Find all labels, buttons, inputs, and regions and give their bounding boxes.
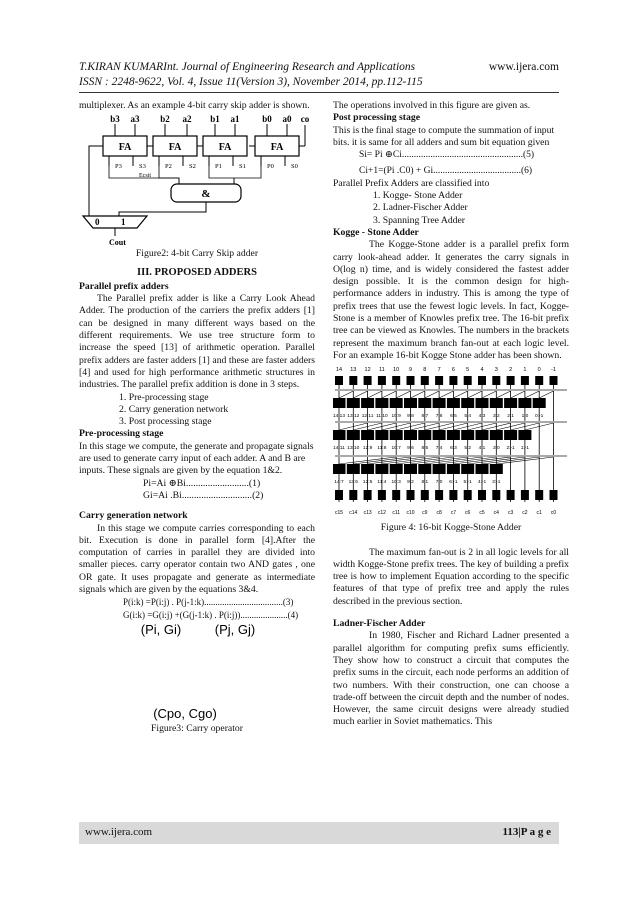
fig4-node-label: 4:-1 [477,480,487,486]
fig2-input-label: a0 [282,114,292,125]
fig2-input-label: b2 [160,114,170,125]
fig4-sum-cell [464,490,472,500]
fig4-node-label: 13:10 [347,446,360,452]
fig4-node-label: 7:0 [435,480,443,486]
fig4-node-label: 12:11 [361,414,374,420]
figure3-caption: Figure3: Carry operator [150,722,243,734]
fig2-input-label: b0 [262,114,272,125]
fig4-node-label: 5:2 [464,446,472,452]
fig4-bottom-label: c0 [550,510,557,517]
fig4-pg-cell [407,376,415,385]
fig4-prefix-node [518,430,531,440]
fig4-sum-cell [407,490,415,500]
fig4-prefix-node [361,430,374,440]
fig4-bottom-label: c1 [536,510,542,517]
fig4-top-label: 6 [451,367,455,374]
steps-list [79,392,315,429]
fig2-output-label: S3 [139,163,146,171]
fig4-sum-cell [449,490,457,500]
right-intro: The operations involved in this figure are given as. [333,100,531,111]
figure4-kogge-stone [333,362,569,522]
fig4-bottom-label: c14 [349,510,358,517]
post-heading: Post processing stage [333,112,421,124]
fig4-node-label: 1:-1 [520,446,530,452]
fig2-output-label: S1 [239,163,246,171]
fig4-prefix-node [390,430,403,440]
fig4-sum-cell [349,490,357,500]
fig4-node-label: 7:6 [435,414,443,420]
fig4-node-label: 2:-1 [506,446,515,452]
fig2-mux-1: 1 [121,217,126,228]
fig2-mux [83,216,147,228]
fig4-pg-cell [507,376,515,385]
fig4-prefix-node [476,398,489,408]
fig4-top-label: 13 [350,367,357,374]
fig4-sum-cell [535,490,543,500]
ks-heading: Kogge - Stone Adder [333,226,419,238]
fig4-prefix-node [404,430,417,440]
fig4-bottom-label: c15 [334,510,344,517]
fig4-sum-cell [492,490,500,500]
fig4-prefix-node [490,464,503,474]
fig4-node-label: 3:0 [492,446,500,452]
left-column [79,100,315,741]
fig4-node-label: 5:4 [464,414,472,420]
fig4-sum-cell [335,490,343,500]
fig2-input-label: b1 [210,114,220,125]
fig4-node-label: 11:10 [376,414,388,420]
fig4-top-label: 9 [408,367,413,374]
fig4-top-label: 5 [466,367,470,374]
fig4-node-label: 8:7 [421,414,429,420]
page-footer [79,822,559,844]
fig4-pg-cell [550,376,558,385]
fig4-prefix-node [390,398,403,408]
figure4-caption: Figure 4: 16-bit Kogge-Stone Adder [380,522,522,534]
fig2-input-label: a2 [182,114,192,125]
equation-3: P(i:k) =P(i:j) . P(j-1:k)...................................(3) [123,597,294,608]
fig2-input-label: co [300,114,310,125]
fig4-node-label: 2:1 [507,414,514,420]
pp-heading: Parallel prefix adders [79,280,169,292]
fig4-pg-cell [392,376,400,385]
fig4-top-label: -1 [551,367,556,374]
issn-line: ISSN : 2248-9622, Vol. 4, Issue 11(Version 3), November 2014, pp.112-115 [79,76,423,88]
fig4-level-divider [335,455,567,457]
fig4-prefix-node [433,430,446,440]
fig4-sum-cell [392,490,400,500]
fig3-label-pi-gi: (Pi, Gi) [140,621,182,637]
fig4-node-label: 10:3 [391,480,401,486]
fig2-fa-label: FA [270,142,284,154]
fig4-prefix-node [347,430,360,440]
fig4-prefix-node [333,464,346,474]
equation-2: Gi=Ai .Bi.............................(2) [143,489,264,501]
fig4-sum-cell [521,490,529,500]
fig2-ecsit-label: Ecsit [139,173,151,180]
equation-5: Si= Pi ⊕Ci...................................................(5) [359,150,535,161]
fig2-output-label: P1 [215,163,222,171]
header-rule [79,92,559,93]
fig4-node-label: 1:0 [521,414,529,420]
fig4-bottom-label: c9 [422,510,428,517]
fig4-node-label: 9:8 [407,414,414,420]
fig4-node-label: 7:4 [435,446,443,452]
fig2-mux-0: 0 [95,217,100,228]
fig4-node-label: 13:6 [348,480,358,486]
fig4-node-label: 5:-1 [463,480,472,486]
fig4-node-label: 9:2 [407,480,414,486]
fig4-prefix-node [433,464,446,474]
pre-text: In this stage we compute, the generate and propagate signals are used to generate carry input of each adder. A and B are inputs. These signals are given by the equation 1&2. [79,440,314,477]
fig4-prefix-node [461,464,474,474]
figure3-carry-operator [79,621,315,723]
fig4-bottom-label: c12 [377,510,386,517]
type-item: 3. Spanning Tree Adder [373,214,466,226]
fig4-prefix-node [461,398,474,408]
fig4-node-label: 6:3 [450,446,457,452]
fig4-prefix-node [361,464,374,474]
fig4-node-label: 10:9 [391,414,401,420]
types-list [333,190,569,227]
type-item: 1. Kogge- Stone Adder [373,190,463,202]
pre-heading: Pre-processing stage [79,428,164,440]
figure2-carry-skip-adder [79,112,315,246]
fig4-bottom-label: c5 [479,510,485,517]
fig4-node-label: 4:3 [478,414,486,420]
fig4-prefix-node [476,430,489,440]
fig4-sum-cell [507,490,515,500]
fig4-sum-cell [421,490,429,500]
equation-4: G(i:k) =G(i:j) +(G(j-1:k) . P(i:j)).....................(4) [123,609,299,620]
fig4-prefix-node [461,430,474,440]
section-title: III. PROPOSED ADDERS [137,266,257,278]
page-number: 113|P a g e [502,826,551,838]
fig4-sum-cell [435,490,443,500]
fig4-prefix-node [490,398,503,408]
fig2-cout-label: Cout [109,238,126,247]
fig4-prefix-node [404,398,417,408]
fig4-prefix-node [361,398,374,408]
fig4-pg-cell [349,376,357,385]
fig4-node-label: 11:4 [377,480,387,486]
equation-6: Ci+1=(Pi .C0) + Gi.....................................(6) [359,166,533,177]
step-item: 3. Post processing stage [119,416,212,428]
fig4-pg-cell [435,376,443,385]
fig4-pg-cell [378,376,386,385]
fig4-prefix-node [504,398,517,408]
fig4-prefix-node [375,464,388,474]
fig4-node-label: 12:5 [362,480,373,486]
fig4-sum-cell [364,490,372,500]
fig4-sum-cell [550,490,558,500]
equation-1: Pi=Ai ⊕Bi..........................(1) [143,477,261,489]
fig4-node-label: 6:-1 [449,480,458,486]
fig4-top-label: 8 [423,367,427,374]
fig4-prefix-node [390,464,403,474]
fig4-pg-cell [364,376,372,385]
fig4-prefix-node [375,398,388,408]
fig4-node-label: 10:7 [391,446,401,452]
fig4-prefix-node [347,464,360,474]
fig2-output-label: S2 [189,163,196,171]
fig3-label-pj-gj: (Pj, Gj) [214,621,256,637]
fig4-prefix-node [476,464,489,474]
fig4-node-label: 8:1 [421,480,429,486]
footer-url[interactable]: www.ijera.com [85,826,153,838]
fig4-top-label: 3 [494,367,498,374]
left-intro: multiplexer. As an example 4-bit carry skip adder is shown. [79,100,310,111]
ks-text: The Kogge-Stone adder is a parallel prefix form carry look-ahead adder. It generates the carry signals in O(log n) time, and is widely considered the fastest adder design possible. It is the common design for high-performance adders in industry. This is among the type of prefix trees that use the fewest logic levels. In fact, Kogge-Stone is a member of Knowles prefix tree. The 16-bit prefix tree can be viewed as Knowles. The numbers in the brackets represent the maximum branch fan-out at each logic level. For an example 16-bit Kogge Stone adder has been shown. [333,239,569,361]
fig2-output-label: P0 [267,163,274,171]
fig2-input-label: a1 [230,114,240,125]
step-item: 2. Carry generation network [119,403,229,415]
fig4-top-label: 2 [509,367,513,374]
fig4-node-label: 14:11 [333,446,345,452]
fig4-node-label: 11:8 [377,446,387,452]
fig4-bottom-label: c7 [450,510,457,517]
fig4-prefix-node [418,430,431,440]
fig4-prefix-node [447,464,460,474]
fig4-top-label: 7 [437,367,441,374]
cg-text: In this stage we compute carries corresponding to each bit. Execution is done in parallel form [4].After the computation of carries in parallel they are divided into smaller pieces. carry operator contain two AND gates , one OR gate. It uses propagate and generate as intermediate signals which are given by the equations 3&4. [79,522,315,596]
step-item: 1. Pre-processing stage [119,391,209,403]
fig4-prefix-node [333,430,346,440]
fig2-input-label: b3 [110,114,120,125]
fig4-top-label: 0 [537,367,541,374]
fig4-prefix-node [375,430,388,440]
fig4-bottom-label: c11 [392,510,401,517]
fig2-fa-label: FA [118,142,132,154]
fig4-top-label: 11 [379,367,385,374]
fig4-node-label: 4:1 [478,446,486,452]
fig4-prefix-node [333,398,346,408]
fig2-input-label: a3 [130,114,140,125]
lf-heading: Ladner-Fischer Adder [333,618,426,630]
fig4-sum-cell [378,490,386,500]
fig4-node-label: 0:-1 [535,414,544,420]
header-url[interactable]: www.ijera.com [488,61,559,73]
fig4-pg-cell [478,376,486,385]
fig4-prefix-node [418,464,431,474]
fig4-level-divider [335,421,567,423]
fig4-top-label: 10 [393,367,400,374]
fig4-bottom-label: c13 [363,510,372,517]
fig4-node-label: 12:9 [362,446,373,452]
fig4-bottom-label: c3 [507,510,514,517]
fig4-level-divider [335,389,567,391]
classified-text: Parallel Prefix Adders are classified into [333,177,490,189]
fig4-node-label: 13:12 [347,414,360,420]
fig4-sum-cell [478,490,486,500]
fig4-bottom-label: c4 [493,510,499,517]
fig4-prefix-node [347,398,360,408]
fig4-node-label: 3:2 [492,414,500,420]
fig4-prefix-node [418,398,431,408]
fig4-bottom-label: c6 [465,510,471,517]
fig2-ripple-wire [89,146,103,216]
fig4-pg-cell [421,376,429,385]
fig4-node-label: 14:13 [333,414,346,420]
fig4-prefix-node [404,464,417,474]
journal-line: T.KIRAN KUMARInt. Journal of Engineering Research and Applications [79,61,416,73]
fig4-top-label: 4 [480,367,484,374]
fig4-pg-cell [449,376,457,385]
fig4-pg-cell [521,376,529,385]
fig4-bottom-label: c2 [522,510,528,517]
fig4-prefix-node [490,430,503,440]
fig4-node-label: 14:7 [334,480,344,486]
fig4-bottom-label: c8 [436,510,442,517]
fig4-prefix-node [504,430,517,440]
fig4-top-label: 12 [364,367,371,374]
fig4-node-label: 3:-1 [492,480,501,486]
fig4-bottom-label: c10 [406,510,415,517]
fig4-prefix-node [533,398,546,408]
fig4-pg-cell [335,376,343,385]
right-column [333,100,569,729]
fig2-fa-label: FA [168,142,182,154]
pp-text: The Parallel prefix adder is like a Carry Look Ahead Adder. The production of the carriers the prefix adders [1] can be designed in many different ways based on the different requirements. We use tree structure form to increase the speed [13] of arithmetic operation. Parallel prefix adders are faster adders [1] and these are faster adders [4] and used for high performance arithmetic structures in industries. The parallel prefix addition is done in 3 steps. [79,293,315,391]
fig4-top-label: 1 [523,367,527,374]
fig4-pg-cell [464,376,472,385]
fanout-text: The maximum fan-out is 2 in all logic levels for all width Kogge-Stone prefix trees. The key of building a prefix tree is how to implement Equation according to the specific features of that type of prefix tree and apply the rules described in the previous section. [333,546,569,607]
fig4-pg-cell [492,376,500,385]
fig4-prefix-node [433,398,446,408]
post-text: This is the final stage to compute the summation of input bits. it is same for all adders and sum bit equation given [333,124,555,148]
fig2-output-label: P3 [115,163,122,171]
figure2-caption: Figure2: 4-bit Carry Skip adder [135,248,259,260]
fig2-skip-wire [119,202,206,216]
fig4-top-label: 14 [335,367,343,374]
fig4-node-label: 9:6 [407,446,414,452]
fig2-fa-label: FA [218,142,232,154]
cg-heading: Carry generation network [79,510,188,522]
fig3-label-output: (Cpo, Cgo) [153,705,217,721]
fig4-prefix-node [518,398,531,408]
page-header [79,60,559,90]
fig4-prefix-node [447,398,460,408]
fig2-and-label: & [201,188,211,201]
type-item: 2. Ladner-Fischer Adder [373,202,468,214]
fig2-output-label: S0 [291,163,298,171]
fig4-node-label: 8:5 [421,446,429,452]
fig4-node-label: 6:5 [450,414,457,420]
fig4-prefix-node [447,430,460,440]
fig4-pg-cell [535,376,543,385]
lf-text: In 1980, Fischer and Richard Ladner presented a parallel algorithm for computing prefix sums efficiently. They show how to construct a circuit that computes the prefix sums in the circuit, each node performs an addition of two numbers. With their construction, one can choose a trade-off between the circuit depth and the number of nodes. However, the same circuit designs were already studied much earlier in Soviet mathematics. This [333,630,569,728]
fig2-output-label: P2 [165,163,172,171]
